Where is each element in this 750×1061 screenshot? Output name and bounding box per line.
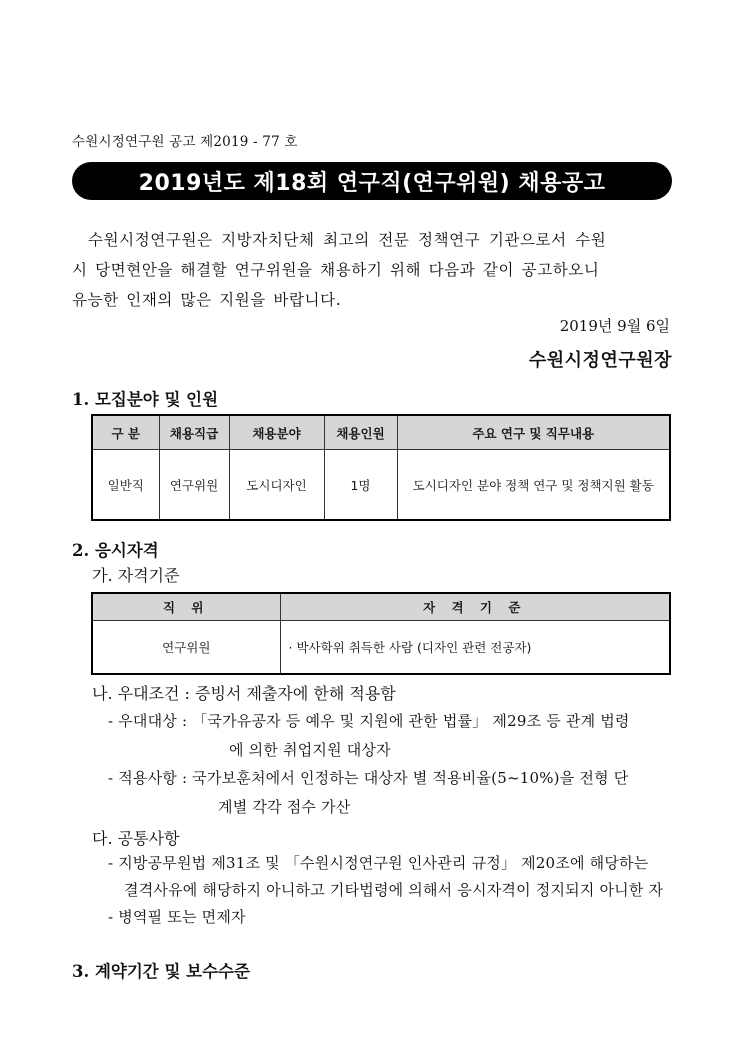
title-banner	[72, 162, 672, 200]
table-row	[92, 621, 670, 675]
column-header: 채용인원	[324, 415, 397, 450]
intro-text-line: 시 당면현안을 해결할 연구위원을 채용하기 위해 다음과 같이 공고하오니	[72, 261, 600, 279]
intro-text-line: 수원시정연구원은 지방자치단체 최고의 전문 정책연구 기관으로서 수원	[88, 231, 607, 249]
table-row	[92, 450, 670, 521]
section-heading-eligibility: 2. 응시자격	[72, 541, 159, 560]
table-cell: 1명	[324, 450, 397, 521]
column-header: 구 분	[92, 415, 159, 450]
subsection-heading-criteria: 가. 자격기준	[92, 566, 180, 585]
common-requirement-line: - 지방공무원법 제31조 및 「수원시정연구원 인사관리 규정」 제20조에 해당하는	[108, 854, 649, 872]
common-requirement-line: 결격사유에 해당하지 아니하고 기타법령에 의해서 응시자격이 정지되지 아니한 자	[124, 881, 664, 899]
issuer-name: 수원시정연구원장	[528, 350, 672, 371]
column-header: 주요 연구 및 직무내용	[397, 415, 670, 450]
notice-date: 2019년 9월 6일	[559, 317, 670, 335]
table-header-row	[92, 593, 670, 621]
common-requirement-line: - 병역필 또는 면제자	[108, 908, 246, 926]
table-cell: 연구위원	[92, 621, 280, 675]
preference-apply-line: - 적용사항 : 국가보훈처에서 인정하는 대상자 별 적용비율(5~10%)을 전형 단	[108, 769, 629, 787]
section-heading-contract: 3. 계약기간 및 보수수준	[72, 962, 250, 981]
table-cell: 도시디자인	[229, 450, 324, 521]
subsection-heading-preference: 나. 우대조건 : 증빙서 제출자에 한해 적용함	[92, 684, 396, 703]
preference-apply-line: 계별 각각 점수 가산	[218, 798, 351, 816]
table-cell: 도시디자인 분야 정책 연구 및 정책지원 활동	[397, 450, 670, 521]
table-header-row	[92, 415, 670, 450]
table-cell: · 박사학위 취득한 사람 (디자인 관련 전공자)	[280, 621, 670, 675]
preference-target-line: 에 의한 취업지원 대상자	[229, 741, 391, 759]
preference-target-line: - 우대대상 : 「국가유공자 등 예우 및 지원에 관한 법률」 제29조 등 관계 법령	[108, 712, 630, 730]
recruitment-table	[91, 414, 671, 521]
table-cell: 일반직	[92, 450, 159, 521]
page-title: 2019년도 제18회 연구직(연구위원) 채용공고	[138, 170, 606, 196]
notice-number: 수원시정연구원 공고 제2019 - 77 호	[72, 134, 298, 150]
column-header: 직 위	[92, 593, 280, 621]
column-header: 채용분야	[229, 415, 324, 450]
table-cell: 연구위원	[159, 450, 229, 521]
qualification-table	[91, 592, 671, 675]
column-header: 채용직급	[159, 415, 229, 450]
section-heading-recruitment: 1. 모집분야 및 인원	[72, 390, 219, 409]
column-header: 자 격 기 준	[280, 593, 670, 621]
intro-text-line: 유능한 인재의 많은 지원을 바랍니다.	[72, 291, 342, 309]
subsection-heading-common: 다. 공통사항	[92, 829, 180, 848]
